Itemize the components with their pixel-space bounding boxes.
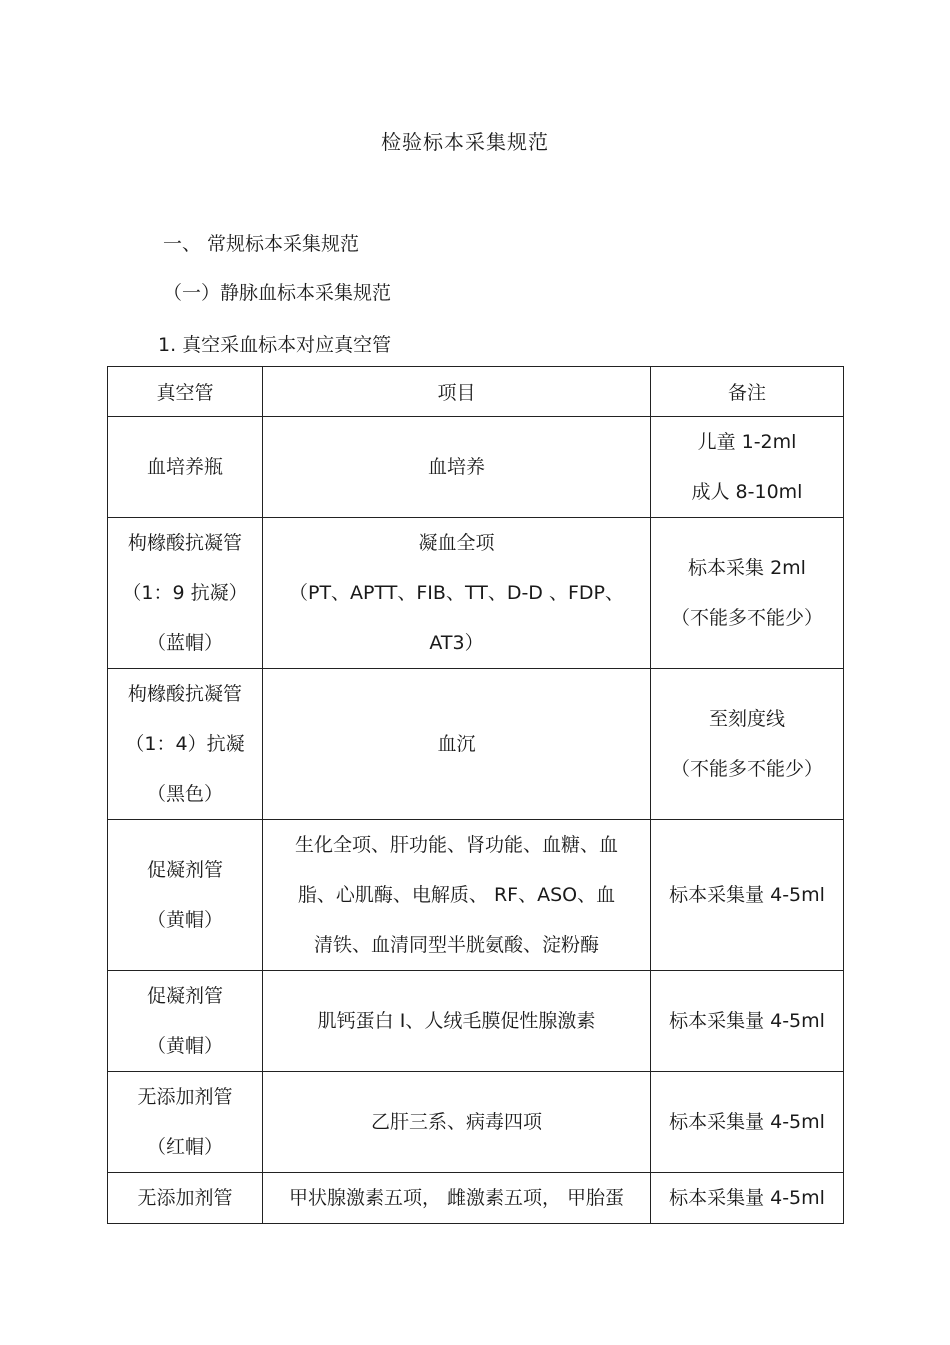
cell-line: （红帽） [146,1136,223,1158]
cell-line: 枸橼酸抗凝管 [127,532,242,554]
cell-tube [108,518,263,669]
cell-tube [108,1072,263,1173]
cell-note [651,1072,844,1173]
table-row [108,417,844,518]
cell-note [651,1173,844,1224]
cell-line: 标本采集量 4-5ml [669,1111,825,1133]
cell-line: 血培养瓶 [146,456,223,478]
cell-line: 儿童 1-2ml [697,431,797,453]
cell-tube [108,417,263,518]
vacuum-tube-table [107,366,844,1224]
cell-line: 无添加剂管 [137,1086,233,1108]
cell-line: （1：9 抗凝） [122,582,248,604]
cell-tube [108,1173,263,1224]
header-note: 备注 [651,367,844,417]
cell-items [263,1072,651,1173]
cell-tube [108,669,263,820]
cell-line: （黑色） [146,783,223,805]
cell-line: 凝血全项 [418,532,495,554]
cell-line: （PT、APTT、FIB、TT、D-D 、FDP、 [288,582,624,604]
table-row [108,1072,844,1173]
header-items: 项目 [263,367,651,417]
cell-note [651,820,844,971]
cell-line: （1：4）抗凝 [125,733,245,755]
cell-note [651,518,844,669]
cell-items [263,971,651,1072]
cell-line: 标本采集量 4-5ml [669,884,825,906]
table-row [108,669,844,820]
cell-line: 成人 8-10ml [691,481,803,503]
cell-note [651,417,844,518]
cell-items [263,417,651,518]
cell-line: 肌钙蛋白 I、人绒毛膜促性腺激素 [317,1010,596,1032]
cell-line: 血沉 [437,733,476,755]
cell-line: 促凝剂管 [146,985,223,1007]
cell-tube [108,971,263,1072]
cell-line: 至刻度线 [708,708,785,730]
section-heading: 一、 常规标本采集规范 [163,233,360,255]
cell-line: （不能多不能少） [670,607,823,629]
cell-line: 生化全项、肝功能、肾功能、血糖、血 [294,834,618,856]
table-row [108,971,844,1072]
cell-items [263,669,651,820]
cell-line: 无添加剂管 [137,1187,233,1209]
cell-line: （不能多不能少） [670,758,823,780]
table-row [108,820,844,971]
cell-line: 脂、心肌酶、电解质、 RF、ASO、血 [297,884,616,906]
header-tube: 真空管 [108,367,263,417]
cell-line: AT3） [429,632,484,654]
cell-line: 标本采集 2ml [688,557,806,579]
table-header-row [108,367,844,417]
cell-line: 乙肝三系、病毒四项 [370,1111,542,1133]
cell-tube [108,820,263,971]
cell-line: 血培养 [427,456,485,478]
document-title: 检验标本采集规范 [381,130,549,154]
cell-note [651,669,844,820]
cell-items [263,518,651,669]
cell-line: 标本采集量 4-5ml [669,1187,825,1209]
table-row [108,1173,844,1224]
cell-line: 清铁、血清同型半胱氨酸、淀粉酶 [313,934,599,956]
cell-line: （黄帽） [146,1035,223,1057]
table-row [108,518,844,669]
sub-subsection-heading: 1. 真空采血标本对应真空管 [158,334,392,356]
cell-note [651,971,844,1072]
cell-line: 甲状腺激素五项， 雌激素五项， 甲胎蛋 [288,1187,625,1209]
subsection-heading: （一）静脉血标本采集规范 [163,282,392,304]
cell-line: 标本采集量 4-5ml [669,1010,825,1032]
cell-line: （蓝帽） [146,632,223,654]
cell-line: （黄帽） [146,909,223,931]
cell-line: 枸橼酸抗凝管 [127,683,242,705]
cell-items [263,1173,651,1224]
cell-items [263,820,651,971]
cell-line: 促凝剂管 [146,859,223,881]
